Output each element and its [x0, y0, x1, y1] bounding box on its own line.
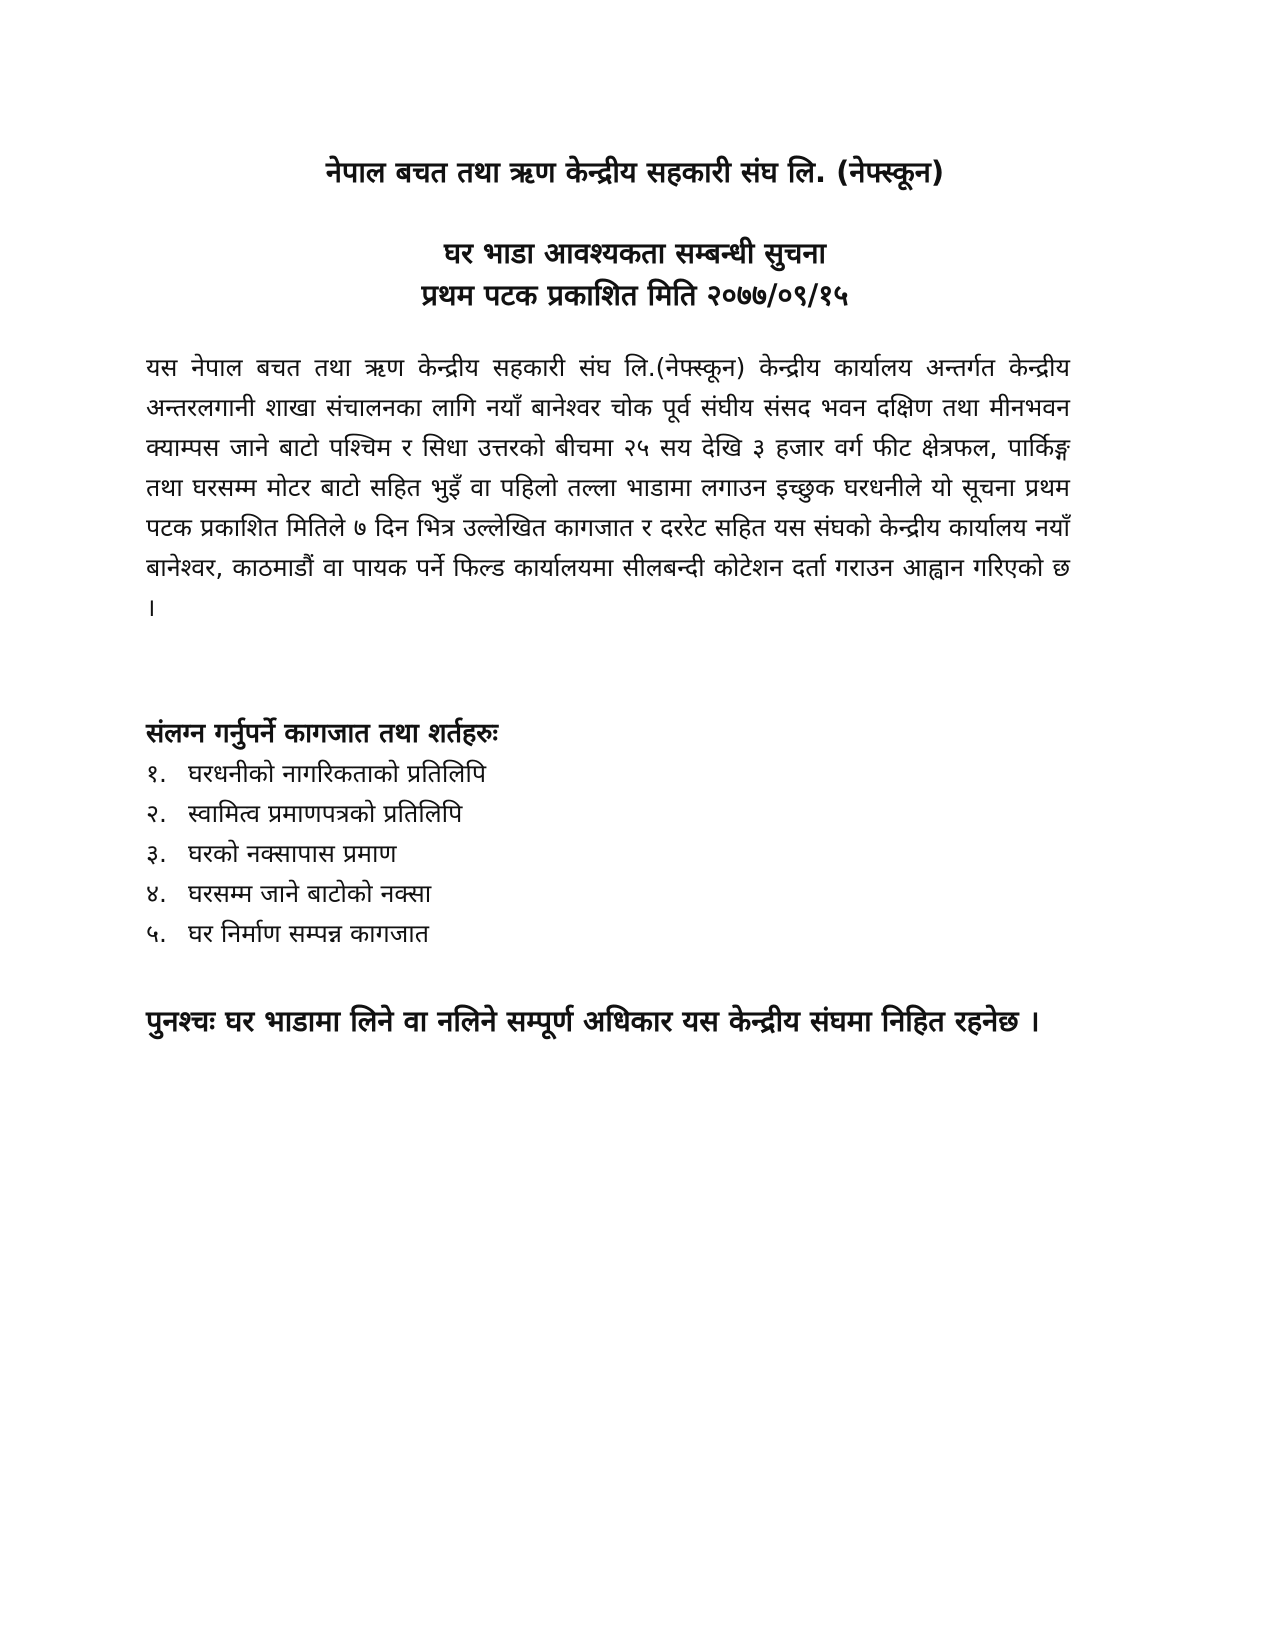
list-item-text: घरधनीको नागरिकताको प्रतिलिपि [187, 759, 487, 788]
list-item-number: ४. [146, 879, 167, 908]
list-item-text: घरको नक्सापास प्रमाण [187, 839, 397, 868]
list-item-text: स्वामित्व प्रमाणपत्रको प्रतिलिपि [187, 799, 463, 828]
list-item-text: घर निर्माण सम्पन्न कागजात [187, 919, 429, 948]
list-item-number: १. [146, 759, 167, 788]
list-item-number: २. [146, 799, 167, 828]
list-item [146, 754, 486, 794]
postscript-note: पुनश्चः घर भाडामा लिने वा नलिने सम्पूर्ण अधिकार यस केन्द्रीय संघमा निहित रहनेछ । [146, 1004, 1040, 1038]
requirements-heading: संलग्न गर्नुपर्ने कागजात तथा शर्तहरुः [146, 718, 498, 749]
notice-title: घर भाडा आवश्यकता सम्बन्धी सुचना [443, 236, 827, 270]
list-item [146, 874, 486, 914]
list-item-number: ५. [146, 919, 167, 948]
list-item [146, 834, 486, 874]
notice-title-block [140, 232, 1130, 316]
list-item [146, 794, 486, 834]
notice-body-paragraph: यस नेपाल बचत तथा ऋण केन्द्रीय सहकारी संघ लि.(नेफ्स्कून) केन्द्रीय कार्यालय अन्तर्गत केन्द्रीय अन्तरलगानी शाखा संचालनका लागि नयाँ बानेश्वर चोक पूर्व संघीय संसद भवन दक्षिण तथा मीनभवन क्याम्पस जाने बाटो पश्चिम र सिधा उत्तरको बीचमा २५ सय देखि ३ हजार वर्ग फीट क्षेत्रफल, पार्किङ्ग तथा घरसम्म मोटर बाटो सहित भुइँ वा पहिलो तल्ला भाडामा लगाउन इच्छुक घरधनीले यो सूचना प्रथम पटक प्रकाशित मितिले ७ दिन भित्र उल्लेखित कागजात र दररेट सहित यस संघको केन्द्रीय कार्यालय नयाँ बानेश्वर, काठमाडौं वा पायक पर्ने फिल्ड कार्यालयमा सीलबन्दी कोटेशन दर्ता गराउन आह्वान गरिएको छ । [146, 353, 1070, 622]
list-item [146, 914, 486, 954]
list-item-number: ३. [146, 839, 167, 868]
publication-date-line: प्रथम पटक प्रकाशित मिति २०७७/०९/१५ [421, 278, 849, 312]
requirements-list [146, 754, 486, 954]
list-item-text: घरसम्म जाने बाटोको नक्सा [187, 879, 432, 908]
organization-title: नेपाल बचत तथा ऋण केन्द्रीय सहकारी संघ लि. (नेफ्स्कून) [325, 155, 945, 189]
